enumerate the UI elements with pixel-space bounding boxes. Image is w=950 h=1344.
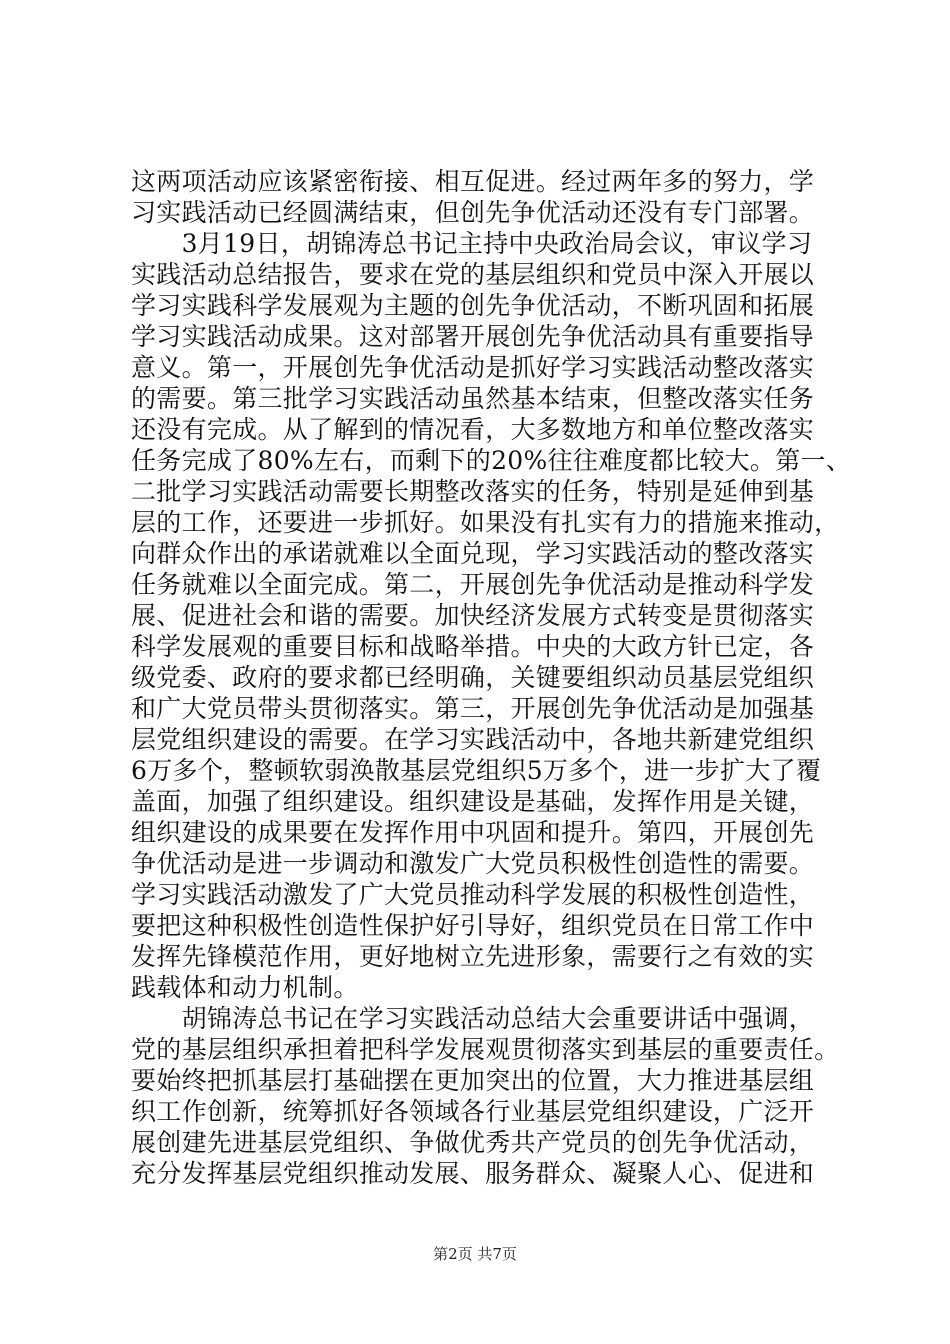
page-number-footer: 第2页 共7页 bbox=[433, 1245, 517, 1263]
text-line: 学习实践活动激发了广大党员推动科学发展的积极性创造性， bbox=[131, 880, 815, 909]
text-line: 争优活动是进一步调动和激发广大党员积极性创造性的需要。 bbox=[131, 849, 815, 878]
text-line: 的需要。第三批学习实践活动虽然基本结束，但整改落实任务 bbox=[131, 384, 815, 413]
text-line: 任务就难以全面完成。第二，开展创先争优活动是推动科学发 bbox=[131, 570, 815, 599]
text-line: 要把这种积极性创造性保护好引导好，组织党员在日常工作中 bbox=[131, 911, 815, 940]
text-line: 实践活动总结报告，要求在党的基层组织和党员中深入开展以 bbox=[131, 260, 815, 289]
text-line: 层党组织建设的需要。在学习实践活动中，各地共新建党组织 bbox=[131, 725, 815, 754]
document-body bbox=[131, 166, 852, 1189]
text-line: 级党委、政府的要求都已经明确，关键要组织动员基层党组织 bbox=[131, 663, 815, 692]
text-line: 胡锦涛总书记在学习实践活动总结大会重要讲话中强调， bbox=[131, 1004, 815, 1033]
text-line: 科学发展观的重要目标和战略举措。中央的大政方针已定，各 bbox=[131, 632, 815, 661]
text-line: 向群众作出的承诺就难以全面兑现，学习实践活动的整改落实 bbox=[131, 539, 815, 568]
text-line: 充分发挥基层党组织推动发展、服务群众、凝聚人心、促进和 bbox=[131, 1159, 815, 1188]
text-line: 意义。第一，开展创先争优活动是抓好学习实践活动整改落实 bbox=[131, 353, 815, 382]
text-line: 还没有完成。从了解到的情况看，大多数地方和单位整改落实 bbox=[131, 415, 815, 444]
text-line: 党的基层组织承担着把科学发展观贯彻落实到基层的重要责任。 bbox=[131, 1035, 840, 1064]
text-line: 展创建先进基层党组织、争做优秀共产党员的创先争优活动， bbox=[131, 1128, 815, 1157]
text-line: 学习实践活动成果。这对部署开展创先争优活动具有重要指导 bbox=[131, 322, 815, 351]
text-line: 这两项活动应该紧密衔接、相互促进。经过两年多的努力，学 bbox=[131, 167, 815, 196]
text-line: 习实践活动已经圆满结束，但创先争优活动还没有专门部署。 bbox=[131, 198, 815, 227]
text-line: 二批学习实践活动需要长期整改落实的任务，特别是延伸到基 bbox=[131, 477, 815, 506]
text-line: 践载体和动力机制。 bbox=[131, 973, 359, 1002]
text-line: 层的工作，还要进一步抓好。如果没有扎实有力的措施来推动， bbox=[131, 508, 840, 537]
text-line: 6万多个，整顿软弱涣散基层党组织5万多个，进一步扩大了覆 bbox=[131, 756, 822, 785]
text-line: 和广大党员带头贯彻落实。第三，开展创先争优活动是加强基 bbox=[131, 694, 815, 723]
text-line: 盖面，加强了组织建设。组织建设是基础，发挥作用是关键， bbox=[131, 787, 815, 816]
text-line: 3月19日，胡锦涛总书记主持中央政治局会议，审议学习 bbox=[131, 229, 813, 258]
text-line: 织工作创新，统筹抓好各领域各行业基层党组织建设，广泛开 bbox=[131, 1097, 815, 1126]
text-line: 展、促进社会和谐的需要。加快经济发展方式转变是贯彻落实 bbox=[131, 601, 815, 630]
text-line: 发挥先锋模范作用，更好地树立先进形象，需要行之有效的实 bbox=[131, 942, 815, 971]
text-line: 组织建设的成果要在发挥作用中巩固和提升。第四，开展创先 bbox=[131, 818, 815, 847]
text-line: 任务完成了80%左右，而剩下的20%往往难度都比较大。第一、 bbox=[131, 446, 852, 475]
text-line: 学习实践科学发展观为主题的创先争优活动，不断巩固和拓展 bbox=[131, 291, 815, 320]
text-line: 要始终把抓基层打基础摆在更加突出的位置，大力推进基层组 bbox=[131, 1066, 815, 1095]
